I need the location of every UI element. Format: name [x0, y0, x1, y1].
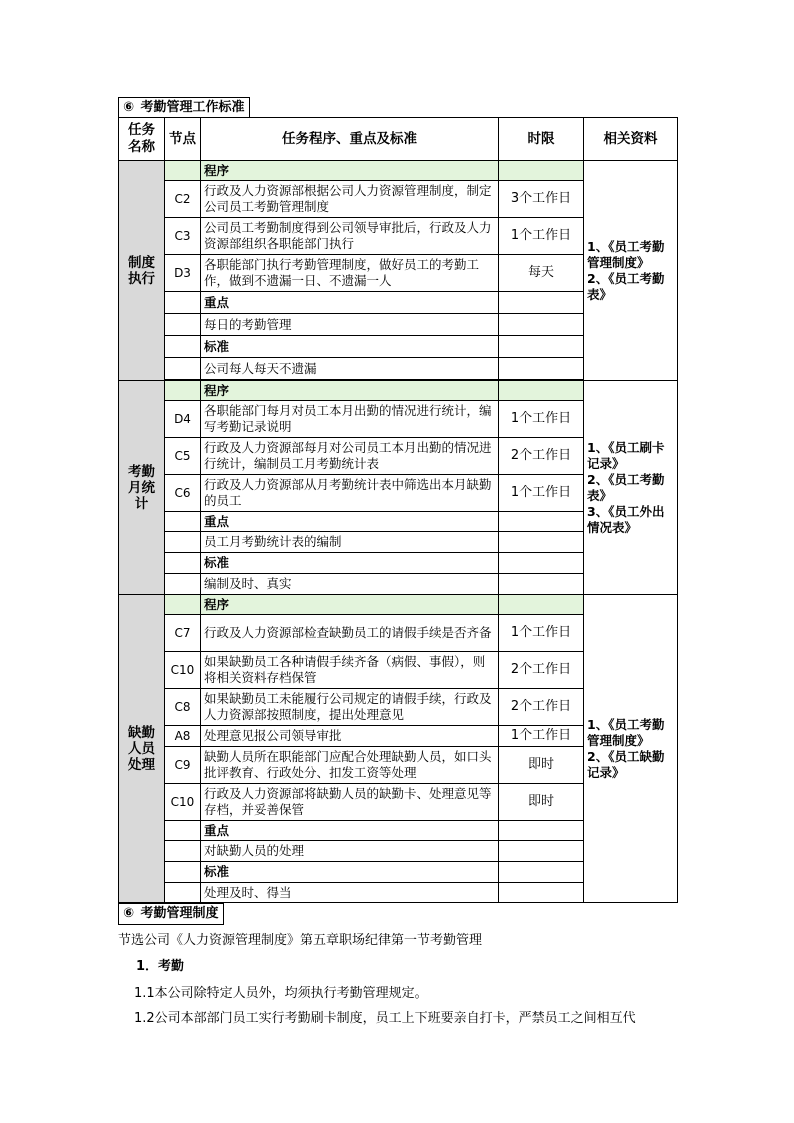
header-time: 时限 — [499, 118, 584, 161]
node-cell — [165, 862, 201, 883]
time-cell — [499, 314, 584, 336]
standard-text: 公司每人每天不遗漏 — [201, 358, 499, 380]
step-text: 缺勤人员所在职能部门应配合处理缺勤人员，如口头批评教育、行政处分、扣发工资等处理 — [201, 747, 499, 784]
time-cell — [499, 161, 584, 181]
program-label: 程序 — [201, 381, 499, 401]
time-cell — [499, 595, 584, 615]
time-cell: 1个工作日 — [499, 615, 584, 652]
node-cell: C2 — [165, 181, 201, 218]
time-cell — [499, 532, 584, 553]
node-cell — [165, 314, 201, 336]
focus-label: 重点 — [201, 512, 499, 532]
node-cell — [165, 821, 201, 841]
step-text: 各职能部门每月对员工本月出勤的情况进行统计，编写考勤记录说明 — [201, 401, 499, 438]
program-label: 程序 — [201, 161, 499, 181]
node-cell — [165, 358, 201, 380]
section1-title: 考勤管理工作标准 — [140, 100, 245, 115]
standard-label: 标准 — [201, 336, 499, 358]
section2-marker: ⑥ — [123, 906, 135, 921]
time-cell — [499, 862, 584, 883]
step-text: 行政及人力资源部检查缺勤员工的请假手续是否齐备 — [201, 615, 499, 652]
node-cell — [165, 381, 201, 401]
reference-item: 2、《员工缺勤记录》 — [587, 748, 665, 780]
header-task: 任务名称 — [119, 118, 165, 161]
table-row — [119, 595, 678, 615]
time-cell: 2个工作日 — [499, 438, 584, 475]
node-cell — [165, 553, 201, 574]
header-content: 任务程序、重点及标准 — [201, 118, 499, 161]
standard-text: 编制及时、真实 — [201, 574, 499, 595]
section2-title-box — [118, 903, 224, 925]
time-cell: 1个工作日 — [499, 401, 584, 438]
node-cell: C10 — [165, 652, 201, 689]
time-cell — [499, 553, 584, 574]
node-cell: C7 — [165, 615, 201, 652]
time-cell: 2个工作日 — [499, 652, 584, 689]
time-cell — [499, 381, 584, 401]
node-cell — [165, 532, 201, 553]
attendance-standard-table — [118, 117, 678, 903]
table-row — [119, 161, 678, 181]
standard-text: 处理及时、得当 — [201, 883, 499, 903]
node-cell — [165, 574, 201, 595]
step-text: 公司员工考勤制度得到公司领导审批后，行政及人力资源部组织各职能部门执行 — [201, 218, 499, 255]
time-cell — [499, 512, 584, 532]
task-name-cell: 缺勤人员处理 — [119, 595, 165, 903]
clause-1-2: 1.2公司本部部门员工实行考勤刷卡制度，员工上下班要亲自打卡，严禁员工之间相互代 — [134, 1011, 636, 1026]
step-text: 如果缺勤员工未能履行公司规定的请假手续，行政及人力资源部按照制度，提出处理意见 — [201, 689, 499, 726]
reference-item: 1、《员工考勤管理制度》 — [587, 716, 665, 748]
time-cell — [499, 336, 584, 358]
reference-item: 1、《员工考勤管理制度》 — [587, 238, 665, 270]
step-text: 处理意见报公司领导审批 — [201, 726, 499, 747]
node-cell — [165, 161, 201, 181]
time-cell — [499, 358, 584, 380]
section1-title-box — [118, 97, 250, 119]
time-cell: 1个工作日 — [499, 726, 584, 747]
node-cell: A8 — [165, 726, 201, 747]
focus-text: 每日的考勤管理 — [201, 314, 499, 336]
time-cell: 2个工作日 — [499, 689, 584, 726]
step-text: 如果缺勤员工各种请假手续齐备（病假、事假），则将相关资料存档保管 — [201, 652, 499, 689]
reference-item: 2、《员工考勤表》 — [587, 270, 665, 302]
node-cell — [165, 883, 201, 903]
task-name-cell: 制度执行 — [119, 161, 165, 381]
focus-text: 对缺勤人员的处理 — [201, 841, 499, 862]
node-cell: C3 — [165, 218, 201, 255]
header-node: 节点 — [165, 118, 201, 161]
reference-item: 2、《员工考勤表》 — [587, 471, 665, 503]
step-text: 行政及人力资源部每月对公司员工本月出勤的情况进行统计，编制员工月考勤统计表 — [201, 438, 499, 475]
reference-cell — [584, 161, 678, 381]
node-cell: C5 — [165, 438, 201, 475]
time-cell: 3个工作日 — [499, 181, 584, 218]
time-cell — [499, 574, 584, 595]
node-cell — [165, 595, 201, 615]
header-ref: 相关资料 — [584, 118, 678, 161]
reference-item: 1、《员工刷卡记录》 — [587, 439, 665, 471]
time-cell — [499, 883, 584, 903]
time-cell: 每天 — [499, 255, 584, 292]
node-cell: C6 — [165, 475, 201, 512]
standard-label: 标准 — [201, 553, 499, 574]
node-cell — [165, 292, 201, 314]
node-cell — [165, 841, 201, 862]
intro-text: 节选公司《人力资源管理制度》第五章职场纪律第一节考勤管理 — [118, 933, 483, 948]
node-cell — [165, 512, 201, 532]
node-cell — [165, 336, 201, 358]
section2-title: 考勤管理制度 — [140, 906, 219, 921]
reference-cell — [584, 595, 678, 903]
node-cell: D3 — [165, 255, 201, 292]
time-cell — [499, 821, 584, 841]
table-header-row — [119, 118, 678, 161]
clause-1-1: 1.1本公司除特定人员外，均须执行考勤管理规定。 — [134, 986, 428, 1001]
node-cell: C9 — [165, 747, 201, 784]
reference-cell — [584, 381, 678, 595]
program-label: 程序 — [201, 595, 499, 615]
step-text: 行政及人力资源部将缺勤人员的缺勤卡、处理意见等存档，并妥善保管 — [201, 784, 499, 821]
focus-label: 重点 — [201, 821, 499, 841]
time-cell: 即时 — [499, 747, 584, 784]
step-text: 各职能部门执行考勤管理制度，做好员工的考勤工作，做到不遗漏一日、不遗漏一人 — [201, 255, 499, 292]
time-cell: 1个工作日 — [499, 218, 584, 255]
time-cell — [499, 841, 584, 862]
node-cell: D4 — [165, 401, 201, 438]
node-cell: C10 — [165, 784, 201, 821]
standard-label: 标准 — [201, 862, 499, 883]
step-text: 行政及人力资源部从月考勤统计表中筛选出本月缺勤的员工 — [201, 475, 499, 512]
time-cell — [499, 292, 584, 314]
focus-text: 员工月考勤统计表的编制 — [201, 532, 499, 553]
section-heading: 1．考勤 — [136, 959, 185, 974]
node-cell: C8 — [165, 689, 201, 726]
table-row — [119, 381, 678, 401]
time-cell: 1个工作日 — [499, 475, 584, 512]
focus-label: 重点 — [201, 292, 499, 314]
reference-item: 3、《员工外出情况表》 — [587, 503, 665, 535]
task-name-cell: 考勤月统计 — [119, 381, 165, 595]
step-text: 行政及人力资源部根据公司人力资源管理制度，制定公司员工考勤管理制度 — [201, 181, 499, 218]
section1-marker: ⑥ — [123, 100, 135, 115]
time-cell: 即时 — [499, 784, 584, 821]
